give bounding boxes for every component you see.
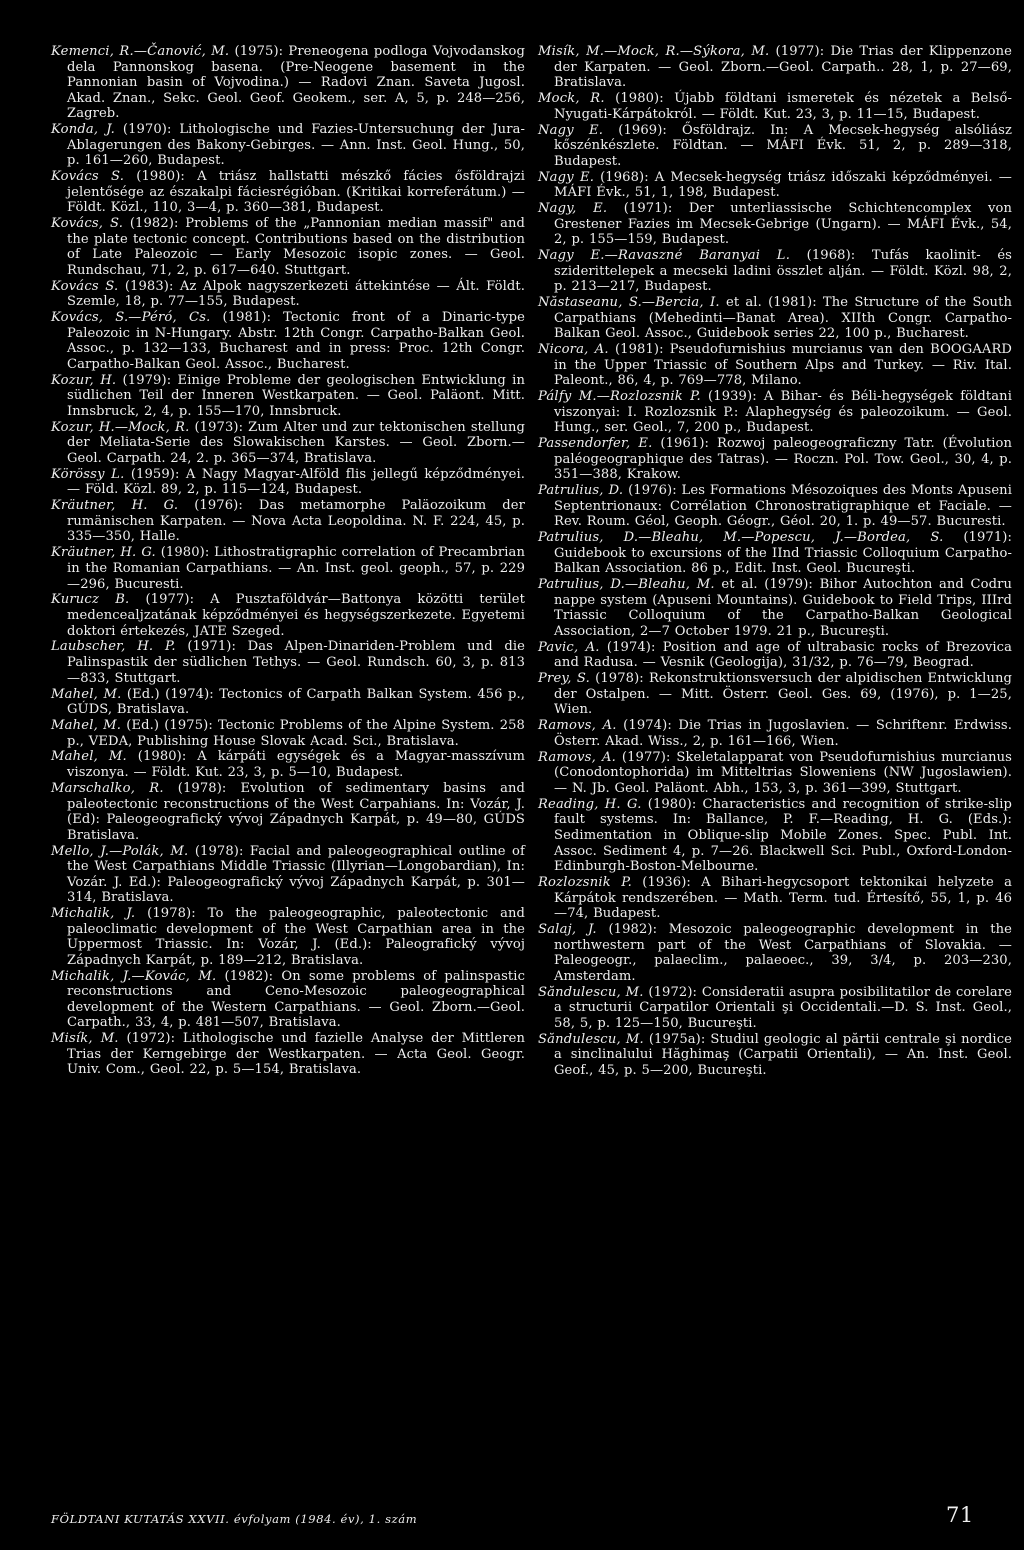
reference-entry xyxy=(51,592,525,639)
reference-authors: Rozlozsnik P. xyxy=(538,875,632,891)
reference-entry xyxy=(51,969,525,1031)
reference-column-right xyxy=(538,44,1012,1079)
reference-authors: Konda, J. xyxy=(51,122,116,138)
reference-authors: Kovács S. xyxy=(51,169,125,185)
reference-details: (1968): A Mecsek-hegység triász időszaki képződményei. — MÁFI Évk., 51, 1, 198, Budapest. xyxy=(554,169,1012,201)
reference-details: (1975): Preneogena podloga Vojvodanskog dela Pannonskog basena. (Pre-Neogene basement in the Pannonian basin of Vojvodina.) — Radovi Znan. Saveta Jugosl. Akad. Znan., Sekc. Geol. Geof. Geokem., ser. A, 5, p. 248—256, Zagreb. xyxy=(67,44,525,122)
reference-authors: Patrulius, D.—Bleahu, M.—Popescu, J.—Bordea, S. xyxy=(538,530,944,546)
reference-authors: Kovács, S. xyxy=(51,216,124,232)
reference-entry xyxy=(51,687,525,718)
reference-entry xyxy=(538,201,1012,248)
reference-details: (1975a): Studiul geologic al părtii centrale şi nordice a sinclinalului Hăghimaş (Carpatii Orientali), — An. Inst. Geol. Geof., 45, p. 5—200, Bucureşti. xyxy=(554,1031,1012,1078)
reference-entry xyxy=(51,498,525,545)
reference-details: (1977): A Pusztaföldvár—Battonya közötti terület medencealjzatának képződményei és hegységszerkezete. Egyetemi doktori értekezés, JATE Szeged. xyxy=(67,592,525,639)
reference-details: (1972): Consideratii asupra posibilitatilor de corelare a structurii Carpatilor Orientali şi Occidentali.—D. S. Inst. Geol., 58, 5, p. 125—150, Bucureşti. xyxy=(554,984,1013,1031)
reference-entry xyxy=(51,216,525,278)
reference-authors: Marschalko, R. xyxy=(51,780,164,796)
reference-details: (1980): A kárpáti egységek és a Magyar-masszívum viszonya. — Földt. Kut. 23, 3, p. 5—10, Budapest. xyxy=(67,749,526,781)
reference-details: (1971): Das Alpen-Dinariden-Problem und die Palinspastik der südlichen Tethys. — Geol. Rundsch. 60, 3, p. 813—833, Stuttgart. xyxy=(67,639,525,686)
reference-details: (1968): Tufás kaolinit- és sziderittelepek a mecseki ladini összlet alján. — Földt. Közl. 98, 2, p. 213—217, Budapest. xyxy=(554,248,1012,295)
reference-entry xyxy=(538,922,1012,984)
reference-authors: Prey, S. xyxy=(538,671,590,687)
reference-entry xyxy=(51,420,525,467)
page-number: 71 xyxy=(946,1503,974,1527)
reference-authors: Nagy E. xyxy=(538,169,595,185)
reference-entry xyxy=(538,797,1012,875)
reference-authors: Nagy E.—Ravaszné Baranyai L. xyxy=(538,248,791,264)
reference-authors: Mock, R. xyxy=(538,91,605,107)
reference-details: et al. (1981): The Structure of the South Carpathians (Mehedinti—Banat Area). XIIth Congr. Carpatho-Balkan Geol. Assoc., Guidebook series 22, 100 p., Bucharest. xyxy=(554,295,1012,342)
reference-entry xyxy=(538,389,1012,436)
reference-details: (1980): A triász hallstatti mészkő fácies ősföldrajzi jelentősége az északalpi fáciesrégióban. (Kritikai korreferátum.) — Földt. Közl., 110, 3—4, p. 360—381, Budapest. xyxy=(67,169,525,216)
reference-authors: Kozur, H.—Mock, R. xyxy=(51,419,190,435)
reference-authors: Pálfy M.—Rozlozsnik P. xyxy=(538,389,701,405)
reference-details: (1972): Lithologische und fazielle Analyse der Mittleren Trias der Kerngebirge der Westkarpaten. — Acta Geol. Geogr. Univ. Com., Geol. 22, p. 5—154, Bratislava. xyxy=(67,1031,525,1078)
reference-details: (1939): A Bihar- és Béli-hegységek földtani viszonyai: I. Rozlozsnik P.: Alaphegység és paleozoikum. — Geol. Hung., ser. Geol., 7, 200 p., Budapest. xyxy=(554,389,1012,436)
reference-authors: Mello, J.—Polák, M. xyxy=(51,843,189,859)
reference-entry xyxy=(538,123,1012,170)
reference-entry xyxy=(538,577,1012,639)
reference-column-left xyxy=(51,44,525,1078)
reference-entry xyxy=(51,279,525,310)
reference-entry xyxy=(538,91,1012,122)
reference-entry xyxy=(538,671,1012,718)
reference-details: (1970): Lithologische und Fazies-Untersuchung der Jura-Ablagerungen des Bakony-Gebirges. — Ann. Inst. Geol. Hung., 50, p. 161—260, Budapest. xyxy=(67,122,525,169)
reference-entry xyxy=(538,640,1012,671)
reference-entry xyxy=(51,718,525,749)
reference-authors: Kräutner, H. G. xyxy=(51,545,156,561)
reference-authors: Kräutner, H. G. xyxy=(51,498,179,514)
reference-details: (1977): Skeletalapparat von Pseudofurnishius murcianus (Conodontophorida) im Mitteltrias Sloweniens (NW Jugoslawien). — N. Jb. Geol. Paläont. Abh., 153, 3, p. 361—399, Stuttgart. xyxy=(554,749,1012,796)
reference-entry xyxy=(538,483,1012,530)
reference-details: (1979): Einige Probleme der geologischen Entwicklung in südlichen Teil der Inneren Westkarpaten. — Geol. Paläont. Mitt. Innsbruck, 2, 4, p. 155—170, Innsbruck. xyxy=(67,372,525,419)
reference-authors: Michalik, J. xyxy=(51,906,136,922)
reference-details: (1969): Ősföldrajz. In: A Mecsek-hegység alsóliász kőszénkészlete. Földtan. — MÁFI Évk. 51, 2, p. 289—318, Budapest. xyxy=(554,122,1013,169)
reference-authors: Kemenci, R.—Čanović, M. xyxy=(51,44,230,59)
reference-details: (1980): Lithostratigraphic correlation of Precambrian in the Romanian Carpathians. — An. Inst. geol. geoph., 57, p. 229—296, Bucuresti. xyxy=(67,545,525,592)
reference-authors: Patrulius, D. xyxy=(538,483,624,499)
reference-details: (1980): Újabb földtani ismeretek és nézetek a Belső-Nyugati-Kárpátokról. — Földt. Kut. 23, 3, p. 11—15, Budapest. xyxy=(554,91,1012,122)
reference-authors: Kurucz B. xyxy=(51,592,130,608)
reference-entry xyxy=(538,1032,1012,1079)
reference-details: (Ed.) (1975): Tectonic Problems of the Alpine System. 258 p., VEDA, Publishing House Slovak Acad. Sci., Bratislava. xyxy=(67,717,525,749)
reference-entry xyxy=(51,1031,525,1078)
reference-authors: Passendorfer, E. xyxy=(538,436,653,452)
reference-authors: Săndulescu, M. xyxy=(538,984,644,1000)
reference-details: (1976): Das metamorphe Paläozoikum der rumänischen Karpaten. — Nova Acta Leopoldina. N. F. 224, 45, p. 335—350, Halle. xyxy=(67,498,525,545)
reference-details: (1959): A Nagy Magyar-Alföld flis jellegű képződményei. — Föld. Közl. 89, 2, p. 115—124, Budapest. xyxy=(67,466,526,498)
reference-authors: Năstaseanu, S.—Bercia, I. xyxy=(538,295,720,311)
reference-authors: Laubscher, H. P. xyxy=(51,639,176,655)
reference-entry xyxy=(51,781,525,843)
reference-entry xyxy=(51,44,525,122)
reference-details: (1978): Rekonstruktionsversuch der alpidischen Entwicklung der Ostalpen. — Mitt. Österr. Geol. Ges. 69, (1976), p. 1—25, Wien. xyxy=(554,671,1012,718)
reference-entry xyxy=(51,844,525,906)
reference-details: (Ed.) (1974): Tectonics of Carpath Balkan System. 456 p., GÚDS, Bratislava. xyxy=(67,686,525,718)
reference-details: (1974): Position and age of ultrabasic rocks of Brezovica and Radusa. — Vesnik (Geologija), 31/32, p. 76—79, Beograd. xyxy=(554,639,1012,671)
reference-details: (1936): A Bihari-hegycsoport tektonikai helyzete a Kárpátok rendszerében. — Math. Term. tud. Értesítő, 55, 1, p. 46—74, Budapest. xyxy=(554,875,1013,922)
reference-authors: Mahel, M. xyxy=(51,749,127,765)
reference-entry xyxy=(538,248,1012,295)
reference-authors: Pavic, A. xyxy=(538,639,600,655)
reference-details: (1961): Rozwoj paleogeograficzny Tatr. (Évolution paléogeographique des Tatras). — Roczn. Pol. Tow. Geol., 30, 4, p. 351—388, Krakow. xyxy=(554,436,1012,483)
reference-entry xyxy=(538,436,1012,483)
reference-details: (1978): Evolution of sedimentary basins and paleotectonic reconstructions of the West Carpahians. In: Vozár, J. (Ed): Paleogeografický vývoj Západnych Karpát, p. 49—80, GÚDS Bratislava. xyxy=(67,780,525,843)
reference-details: (1982): Problems of the „Pannonian median massif" and the plate tectonic concept. Contributions based on the distribution of Late Paleozoic — Early Mesozoic isopic zones. — Geol. Rundschau, 71, 2, p. 617—640. Stuttgart. xyxy=(67,216,525,278)
reference-authors: Misík, M. xyxy=(51,1031,119,1047)
reference-details: et al. (1979): Bihor Autochton and Codru nappe system (Apuseni Mountains). Guidebook to Field Trips, IIIrd Triassic Colloquium of the Carpatho-Balkan Geological Association, 2—7 October 1979. 21 p., Bucureşti. xyxy=(554,577,1012,639)
reference-authors: Mahel, M. xyxy=(51,717,122,733)
reference-details: (1976): Les Formations Mésozoiques des Monts Apuseni Septentrionaux: Corrélation Chronostratigraphique et Faciale. — Rev. Roum. Géol, Geoph. Géogr., Géol. 20, 1. p. 49—57. Bucuresti. xyxy=(554,483,1012,530)
reference-details: (1982): Mesozoic paleogeographic development in the northwestern part of the West Carpathians of Slovakia. — Paleogeogr., palaeclim., palaeoec., 39, 3/4, p. 203—230, Amsterdam. xyxy=(554,922,1012,984)
reference-entry xyxy=(538,170,1012,201)
reference-authors: Kozur, H. xyxy=(51,372,117,388)
reference-authors: Săndulescu, M. xyxy=(538,1031,644,1047)
reference-details: (1982): On some problems of palinspastic reconstructions and Ceno-Mesozoic paleogeographical development of the Western Carpathians. — Geol. Zborn.—Geol. Carpath., 33, 4, p. 481—507, Bratislava. xyxy=(67,968,525,1031)
reference-entry xyxy=(538,875,1012,922)
reference-details: (1973): Zum Alter und zur tektonischen stellung der Meliata-Serie des Slowakischen Karstes. — Geol. Zborn.—Geol. Carpath. 24, 2. p. 365—374, Bratislava. xyxy=(67,419,525,466)
reference-entry xyxy=(51,122,525,169)
reference-authors: Kovács, S.—Péró, Cs. xyxy=(51,310,211,326)
reference-authors: Ramovs, A. xyxy=(538,749,616,765)
reference-entry xyxy=(51,906,525,968)
reference-authors: Reading, H. G. xyxy=(538,796,642,812)
reference-entry xyxy=(51,467,525,498)
reference-details: (1978): To the paleogeographic, paleotectonic and paleoclimatic development of the West Carpathian area in the Uppermost Triassic. In: Vozár, J. (Ed.): Paleografický vývoj Západnych Karpát, p. 189—212, Bratislava. xyxy=(67,906,525,968)
reference-entry xyxy=(538,750,1012,797)
reference-authors: Kovács S. xyxy=(51,278,119,294)
reference-entry xyxy=(538,985,1012,1032)
reference-entry xyxy=(51,310,525,372)
reference-details: (1981): Tectonic front of a Dinaric-type Paleozoic in N-Hungary. Abstr. 12th Congr. Carpatho-Balkan Geol. Assoc., p. 132—133, Bucharest and in press: Proc. 12th Congr. Carpatho-Balkan Geol. Assoc., Bucharest. xyxy=(67,310,525,372)
reference-authors: Nicora, A. xyxy=(538,342,609,358)
reference-details: (1971): Der unterliassische Schichtencomplex von Grestener Fazies im Mecsek-Gebrige (Ungarn). — MÁFI Évk., 54, 2, p. 155—159, Budapest. xyxy=(554,201,1012,248)
reference-entry xyxy=(538,718,1012,749)
journal-footer: FÖLDTANI KUTATÁS XXVII. évfolyam (1984. év), 1. szám xyxy=(51,1512,418,1526)
reference-details: (1981): Pseudofurnishius murcianus van den BOOGAARD in the Upper Triassic of Southern Alps and Turkey. — Riv. Ital. Paleont., 86, 4, p. 769—778, Milano. xyxy=(554,342,1012,389)
reference-details: (1980): Characteristics and recognition of strike-slip fault systems. In: Ballance, P. F.—Reading, H. G. (Eds.): Sedimentation in Oblique-slip Mobile Zones. Spec. Publ. Int. Assoc. Sediment 4, p. 7—26. Blackwell Sci. Publ., Oxford-London-Edinburgh-Boston-Melbourne. xyxy=(554,796,1012,875)
reference-details: (1983): Az Alpok nagyszerkezeti áttekintése — Ált. Földt. Szemle, 18, p. 77—155, Budapest. xyxy=(67,278,525,310)
reference-authors: Nagy, E. xyxy=(538,201,608,217)
reference-details: (1971): Guidebook to excursions of the IInd Triassic Colloquium Carpatho-Balkan Association. 86 p., Edit. Inst. Geol. Bucureşti. xyxy=(554,530,1012,577)
reference-entry xyxy=(538,295,1012,342)
reference-entry xyxy=(51,373,525,420)
reference-details: (1974): Die Trias in Jugoslavien. — Schriftenr. Erdwiss. Österr. Akad. Wiss., 2, p. 161—166, Wien. xyxy=(554,718,1013,749)
reference-entry xyxy=(51,749,525,780)
reference-details: (1978): Facial and paleogeographical outline of the West Carpathians Middle Triassic (Illyrian—Longobardian), In: Vozár. J. Ed.): Paleogeografický vývoj Západnych Karpát, p. 301—314, Bratislava. xyxy=(67,843,525,906)
reference-entry xyxy=(51,545,525,592)
reference-authors: Misík, M.—Mock, R.—Sýkora, M. xyxy=(538,44,770,59)
reference-authors: Michalik, J.—Kovác, M. xyxy=(51,968,217,984)
reference-details: (1977): Die Trias der Klippenzone der Karpaten. — Geol. Zborn.—Geol. Carpath.. 28, 1, p. 27—69, Bratislava. xyxy=(554,44,1012,91)
reference-entry xyxy=(538,342,1012,389)
reference-authors: Mahel, M. xyxy=(51,686,122,702)
reference-entry xyxy=(51,169,525,216)
reference-authors: Salaj, J. xyxy=(538,922,597,938)
reference-entry xyxy=(538,530,1012,577)
reference-authors: Patrulius, D.—Bleahu, M. xyxy=(538,577,715,593)
reference-authors: Körössy L. xyxy=(51,466,125,482)
reference-authors: Nagy E. xyxy=(538,122,604,138)
reference-authors: Ramovs, A. xyxy=(538,718,617,734)
reference-entry xyxy=(538,44,1012,91)
reference-entry xyxy=(51,639,525,686)
